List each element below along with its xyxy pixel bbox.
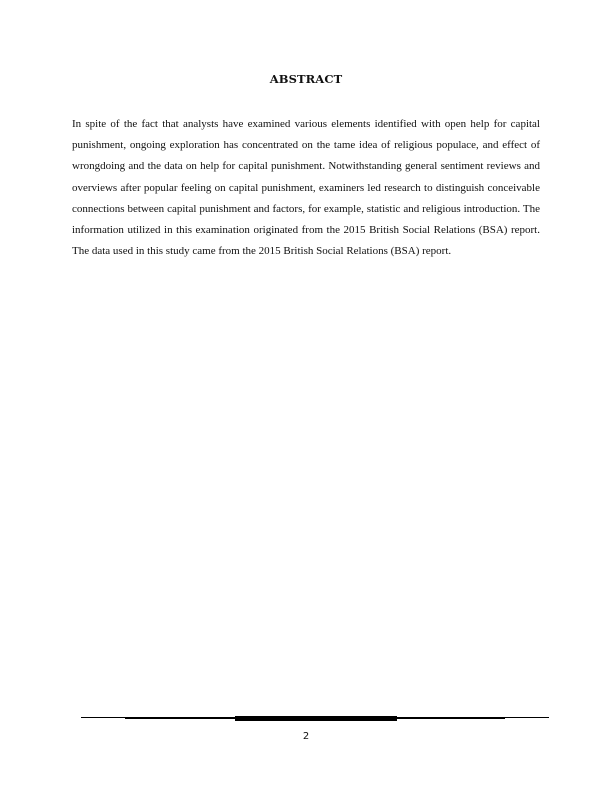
footer-divider-thick-line: [235, 716, 397, 721]
abstract-paragraph: In spite of the fact that analysts have examined various elements identified with open help for capital punishment, ongoing exploration has concentrated on the tame idea of religious populace, and effect of wrongdoing and the data on help for capital punishment. Notwithstanding general sentiment reviews and overviews after popular feeling on capital punishment, examiners led research to distinguish conceivable connections between capital punishment and factors, for example, statistic and religious introduction. The information utilized in this examination originated from the 2015 British Social Relations (BSA) report. The data used in this study came from the 2015 British Social Relations (BSA) report.: [72, 118, 540, 258]
abstract-heading: ABSTRACT: [269, 72, 343, 86]
page-number: 2: [302, 731, 310, 742]
footer-divider: [81, 716, 549, 722]
